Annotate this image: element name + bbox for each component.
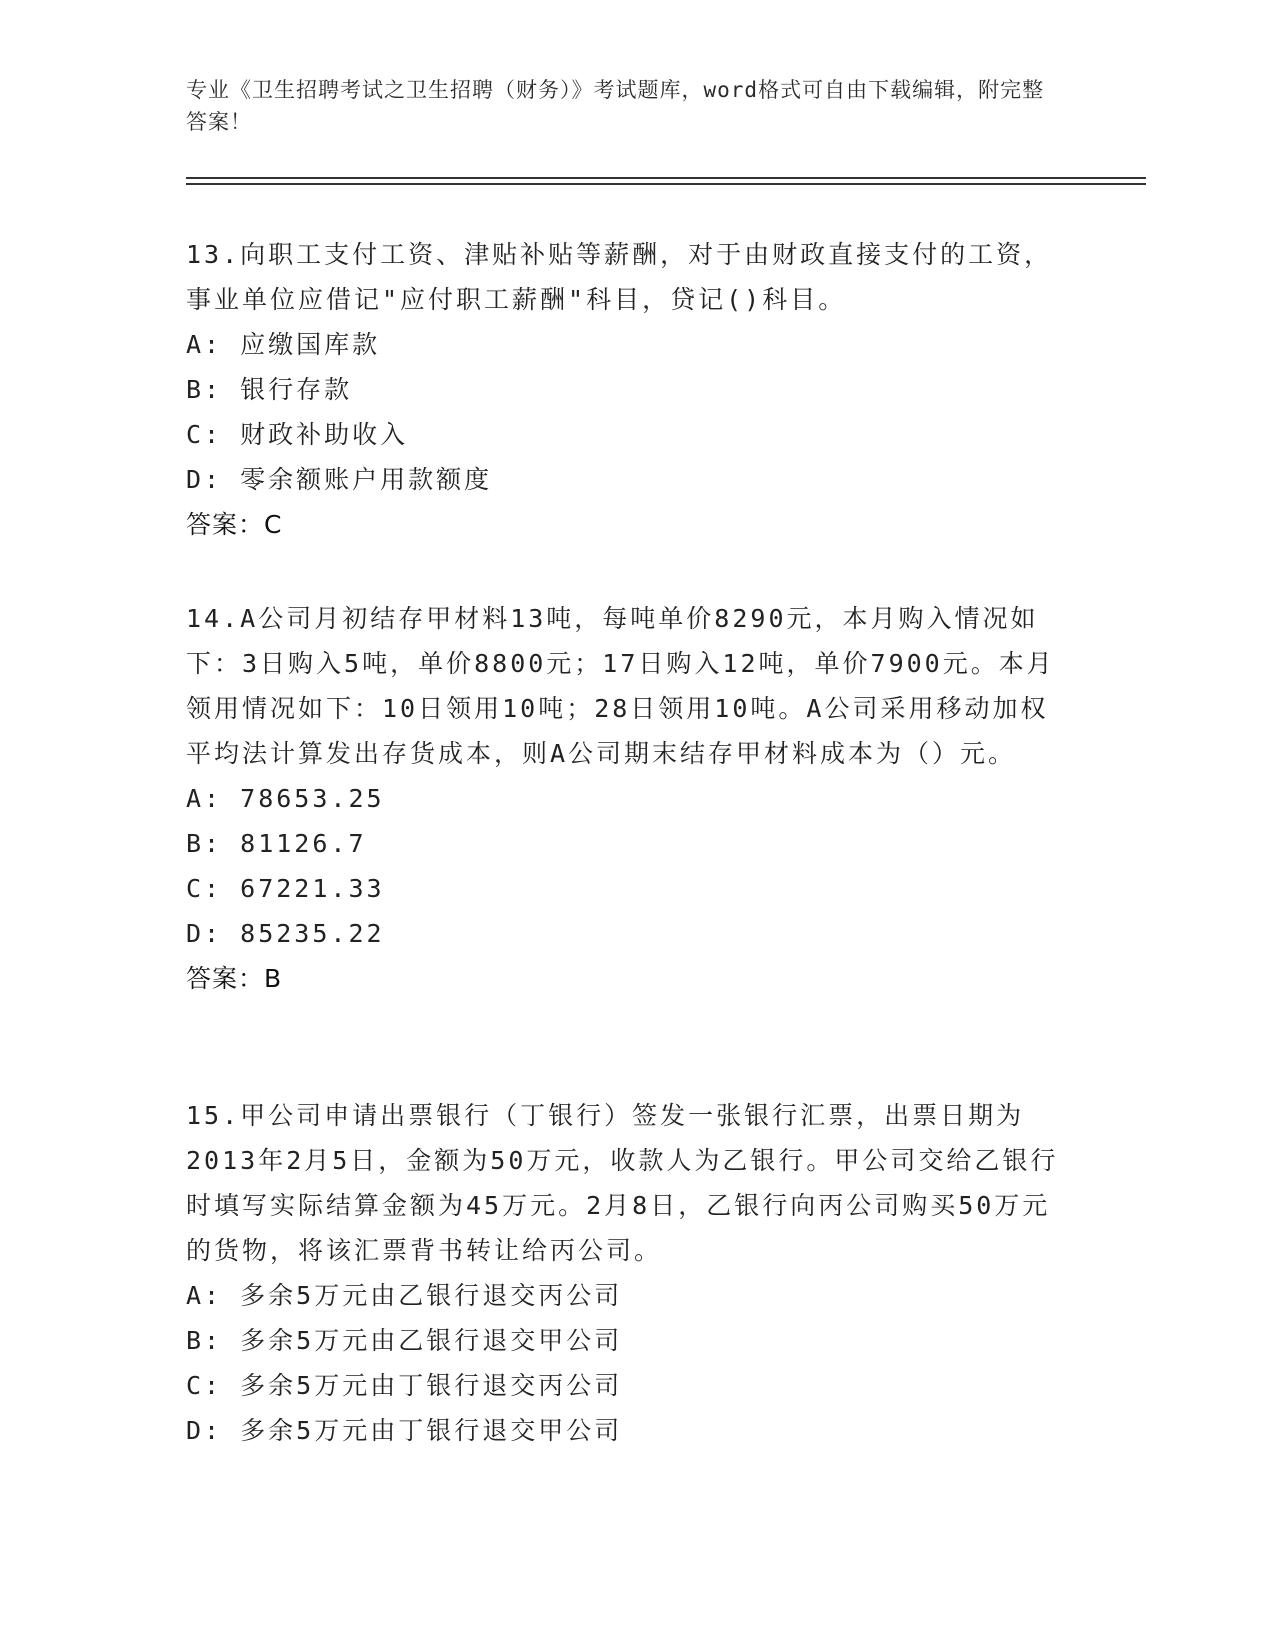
option-a: A: 78653.25 bbox=[186, 784, 385, 813]
question-14 bbox=[186, 596, 1066, 1001]
option-d: D: 85235.22 bbox=[186, 919, 385, 948]
option-c: C: 多余5万元由丁银行退交丙公司 bbox=[186, 1371, 623, 1400]
header-rule-bottom bbox=[186, 183, 1146, 185]
question-stem: 14.A公司月初结存甲材料13吨，每吨单价8290元，本月购入情况如下：3日购入5吨，单价8800元；17日购入12吨，单价7900元。本月领用情况如下：10日领用10吨；28日领用10吨。A公司采用移动加权平均法计算发出存货成本，则A公司期末结存甲材料成本为（）元。 bbox=[186, 604, 1055, 768]
answer-line: 答案：B bbox=[186, 964, 283, 993]
option-b: B: 多余5万元由乙银行退交甲公司 bbox=[186, 1326, 623, 1355]
option-b: B: 银行存款 bbox=[186, 375, 353, 404]
question-stem: 15.甲公司申请出票银行（丁银行）签发一张银行汇票，出票日期为2013年2月5日，金额为50万元，收款人为乙银行。甲公司交给乙银行时填写实际结算金额为45万元。2月8日，乙银行向丙公司购买50万元的货物，将该汇票背书转让给丙公司。 bbox=[186, 1101, 1059, 1265]
option-c: C: 财政补助收入 bbox=[186, 420, 409, 449]
question-13 bbox=[186, 232, 1066, 547]
question-stem: 13.向职工支付工资、津贴补贴等薪酬，对于由财政直接支付的工资，事业单位应借记"应付职工薪酬"科目，贷记()科目。 bbox=[186, 240, 1053, 314]
answer-line: 答案：C bbox=[186, 510, 283, 539]
option-c: C: 67221.33 bbox=[186, 874, 385, 903]
header-rule-top bbox=[186, 177, 1146, 179]
option-a: A: 多余5万元由乙银行退交丙公司 bbox=[186, 1281, 623, 1310]
option-b: B: 81126.7 bbox=[186, 829, 367, 858]
option-d: D: 零余额账户用款额度 bbox=[186, 465, 493, 494]
option-a: A: 应缴国库款 bbox=[186, 330, 381, 359]
question-15 bbox=[186, 1093, 1066, 1453]
option-d: D: 多余5万元由丁银行退交甲公司 bbox=[186, 1416, 623, 1445]
document-header: 专业《卫生招聘考试之卫生招聘（财务）》考试题库，word格式可自由下载编辑，附完整答案！ bbox=[186, 78, 1045, 134]
